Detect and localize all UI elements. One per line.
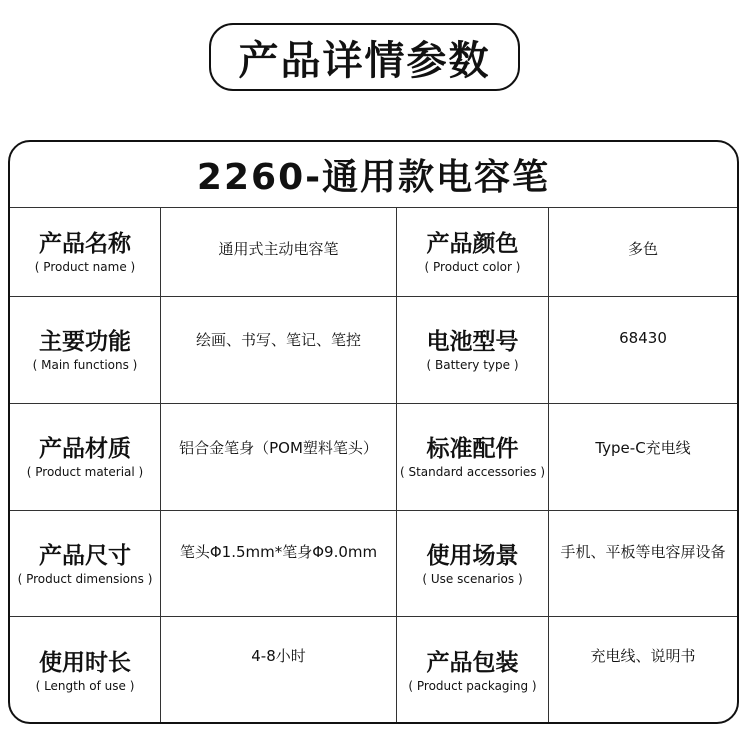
value-use-scenarios bbox=[549, 511, 737, 617]
label-cn: 标准配件 bbox=[426, 436, 519, 462]
value-text: 68430 bbox=[619, 329, 667, 347]
label-en: ( Product material ) bbox=[26, 465, 144, 479]
label-en: ( Use scenarios ) bbox=[422, 571, 523, 586]
value-standard-accessories bbox=[549, 404, 737, 511]
label-en: ( Battery type ) bbox=[426, 358, 519, 372]
label-main-functions bbox=[10, 297, 161, 404]
label-battery-type bbox=[397, 297, 549, 404]
spec-table bbox=[10, 208, 737, 724]
label-standard-accessories bbox=[397, 404, 549, 511]
label-product-packaging bbox=[397, 617, 549, 724]
value-main-functions bbox=[161, 297, 397, 404]
label-en: ( Product color ) bbox=[424, 260, 521, 274]
label-cn: 产品包装 bbox=[426, 649, 519, 676]
value-product-color bbox=[549, 208, 737, 297]
product-title: 2260-通用款电容笔 bbox=[10, 142, 737, 208]
value-product-dimensions bbox=[161, 511, 397, 617]
value-product-packaging bbox=[549, 617, 737, 724]
label-cn: 使用时长 bbox=[39, 649, 131, 676]
value-text: Type-C充电线 bbox=[595, 439, 691, 457]
value-text: 手机、平板等电容屏设备 bbox=[560, 543, 726, 561]
label-en: ( Product name ) bbox=[34, 260, 136, 274]
label-cn: 产品名称 bbox=[39, 231, 131, 257]
label-cn: 产品材质 bbox=[39, 436, 131, 462]
label-cn: 电池型号 bbox=[426, 329, 519, 355]
label-product-dimensions bbox=[10, 511, 161, 617]
value-text: 铝合金笔身（POM塑料笔头） bbox=[179, 439, 378, 457]
value-text: 多色 bbox=[627, 240, 658, 258]
value-product-name bbox=[161, 208, 397, 297]
spec-card bbox=[8, 140, 739, 724]
page-title: 产品详情参数 bbox=[209, 23, 520, 91]
value-battery-type bbox=[549, 297, 737, 404]
label-cn: 产品尺寸 bbox=[39, 542, 131, 569]
value-text: 充电线、说明书 bbox=[590, 647, 696, 665]
value-text: 通用式主动电容笔 bbox=[218, 240, 339, 258]
value-text: 4-8小时 bbox=[251, 647, 306, 665]
label-product-color bbox=[397, 208, 549, 297]
value-length-of-use bbox=[161, 617, 397, 724]
label-product-material bbox=[10, 404, 161, 511]
value-text: 笔头Φ1.5mm*笔身Φ9.0mm bbox=[179, 543, 378, 561]
label-product-name bbox=[10, 208, 161, 297]
label-en: ( Main functions ) bbox=[32, 358, 138, 372]
label-use-scenarios bbox=[397, 511, 549, 617]
label-cn: 使用场景 bbox=[426, 542, 519, 569]
value-text: 绘画、书写、笔记、笔控 bbox=[195, 331, 361, 349]
label-en: ( Product packaging ) bbox=[408, 678, 537, 693]
label-en: ( Product dimensions ) bbox=[17, 571, 153, 586]
label-length-of-use bbox=[10, 617, 161, 724]
label-cn: 产品颜色 bbox=[426, 231, 519, 257]
label-en: ( Standard accessories ) bbox=[399, 465, 546, 479]
label-cn: 主要功能 bbox=[39, 329, 131, 355]
value-product-material bbox=[161, 404, 397, 511]
label-en: ( Length of use ) bbox=[35, 678, 135, 693]
